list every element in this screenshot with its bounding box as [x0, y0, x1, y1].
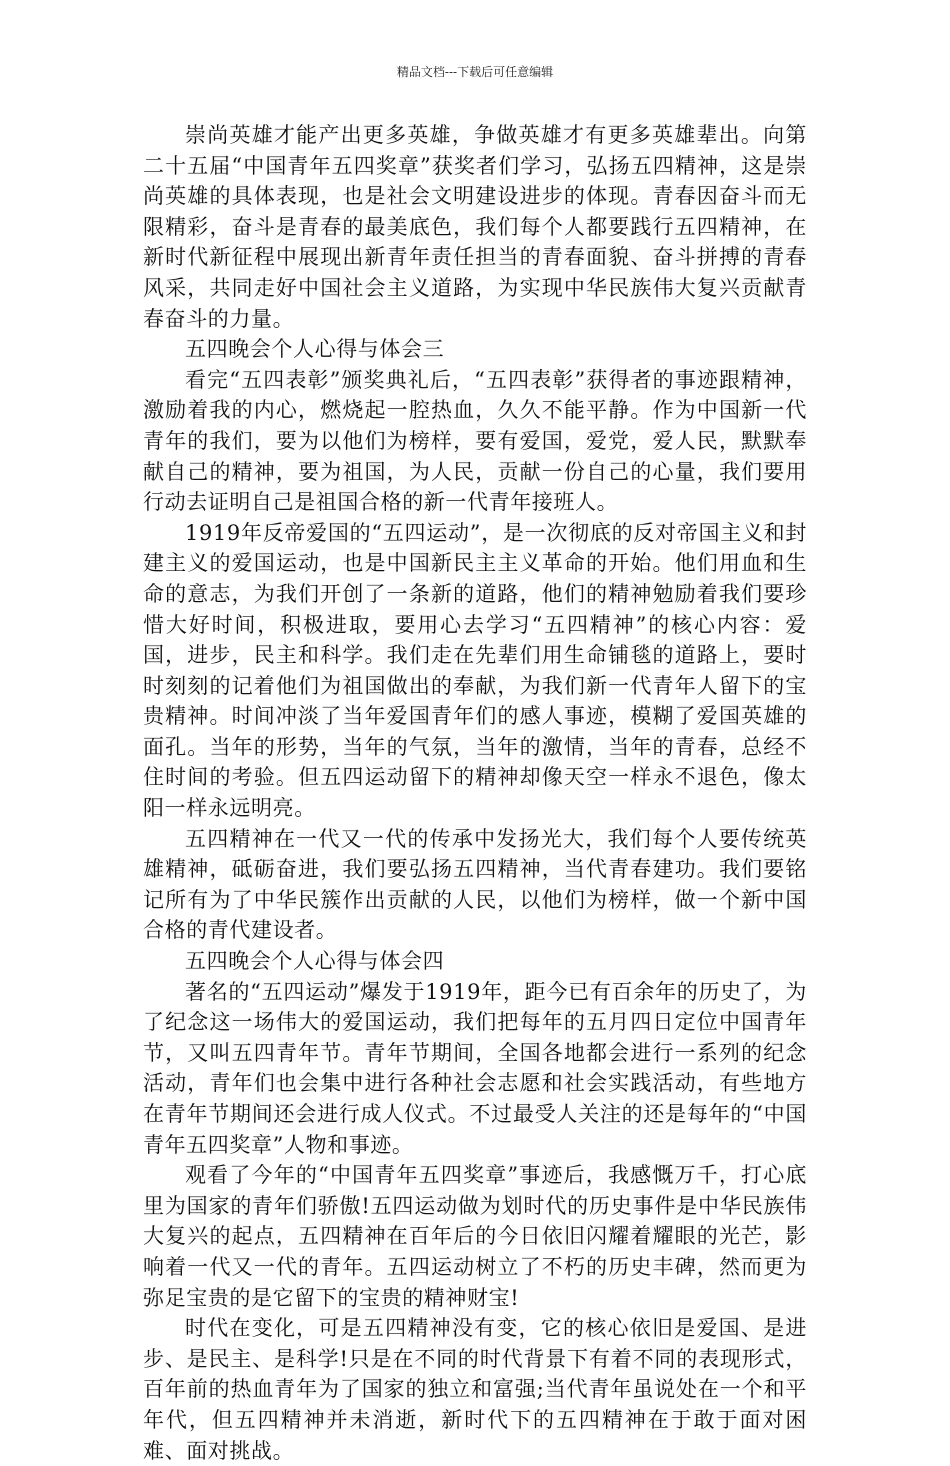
section-heading-4: 五四晚会个人心得与体会四: [185, 949, 445, 974]
paragraph-youth-day: 著名的“五四运动”爆发于1919年，距今已有百余年的历史了，为了纪念这一场伟大的爱国运动，我们把每年的五月四日定位中国青年节，又叫五四青年节。青年节期间，全国各地都会进行一系列的纪念活动，青年们也会集中进行各种社会志愿和社会实践活动，有些地方在青年节期间还会进行成人仪式。不过最受人关注的还是每年的“中国青年五四奖章”人物和事迹。: [143, 979, 807, 1157]
paragraph-medal-reflection: 观看了今年的“中国青年五四奖章”事迹后，我感慨万千，打心底里为国家的青年们骄傲!五四运动做为划时代的历史事件是中华民族伟大复兴的起点，五四精神在百年后的今日依旧闪耀着耀眼的光芒，影响着一代又一代的青年。五四运动树立了不朽的历史丰碑，然而更为弥足宝贵的是它留下的宝贵的精神财宝!: [143, 1163, 807, 1310]
section-heading-3: 五四晚会个人心得与体会三: [185, 337, 445, 362]
paragraph-changing-times: 时代在变化，可是五四精神没有变，它的核心依旧是爱国、是进步、是民主、是科学!只是在不同的时代背景下有着不同的表现形式，百年前的热血青年为了国家的独立和富强;当代青年虽说处在一个和平年代，但五四精神并未消逝，新时代下的五四精神在于敢于面对困难、面对挑战。: [143, 1316, 807, 1463]
paragraph-heroes: 崇尚英雄才能产出更多英雄，争做英雄才有更多英雄辈出。向第二十五届“中国青年五四奖章”获奖者们学习，弘扬五四精神，这是崇尚英雄的具体表现，也是社会文明建设进步的体现。青春因奋斗而无限精彩，奋斗是青春的最美底色，我们每个人都要践行五四精神，在新时代新征程中展现出新青年责任担当的青春面貌、奋斗拼搏的青春风采，共同走好中国社会主义道路，为实现中华民族伟大复兴贡献青春奋斗的力量。: [143, 123, 807, 331]
paragraph-1919-movement: 1919年反帝爱国的“五四运动”，是一次彻底的反对帝国主义和封建主义的爱国运动，也是中国新民主主义革命的开始。他们用血和生命的意志，为我们开创了一条新的道路，他们的精神勉励着我们要珍惜大好时间，积极进取，要用心去学习“五四精神”的核心内容：爱国，进步，民主和科学。我们走在先辈们用生命铺毯的道路上，要时时刻刻的记着他们为祖国做出的奉献，为我们新一代青年人留下的宝贵精神。时间冲淡了当年爱国青年们的感人事迹，模糊了爱国英雄的面孔。当年的形势，当年的气氛，当年的激情，当年的青春，总经不住时间的考验。但五四运动留下的精神却像天空一样永不退色，像太阳一样永远明亮。: [143, 520, 807, 821]
paragraph-ceremony: 看完“五四表彰”颁奖典礼后，“五四表彰”获得者的事迹跟精神，激励着我的内心，燃烧起一腔热血，久久不能平静。作为中国新一代青年的我们，要为以他们为榜样，要有爱国，爱党，爱人民，默默奉献自己的精神，要为祖国，为人民，贡献一份自己的心量，我们要用行动去证明自己是祖国合格的新一代青年接班人。: [143, 367, 807, 515]
paragraph-inheritance: 五四精神在一代又一代的传承中发扬光大，我们每个人要传统英雄精神，砥砺奋进，我们要弘扬五四精神，当代青春建功。我们要铭记所有为了中华民簇作出贡献的人民，以他们为榜样，做一个新中国合格的青代建设者。: [143, 826, 807, 943]
page-header: 精品文档---下载后可任意编辑: [396, 65, 554, 79]
document-body: [143, 120, 807, 1466]
